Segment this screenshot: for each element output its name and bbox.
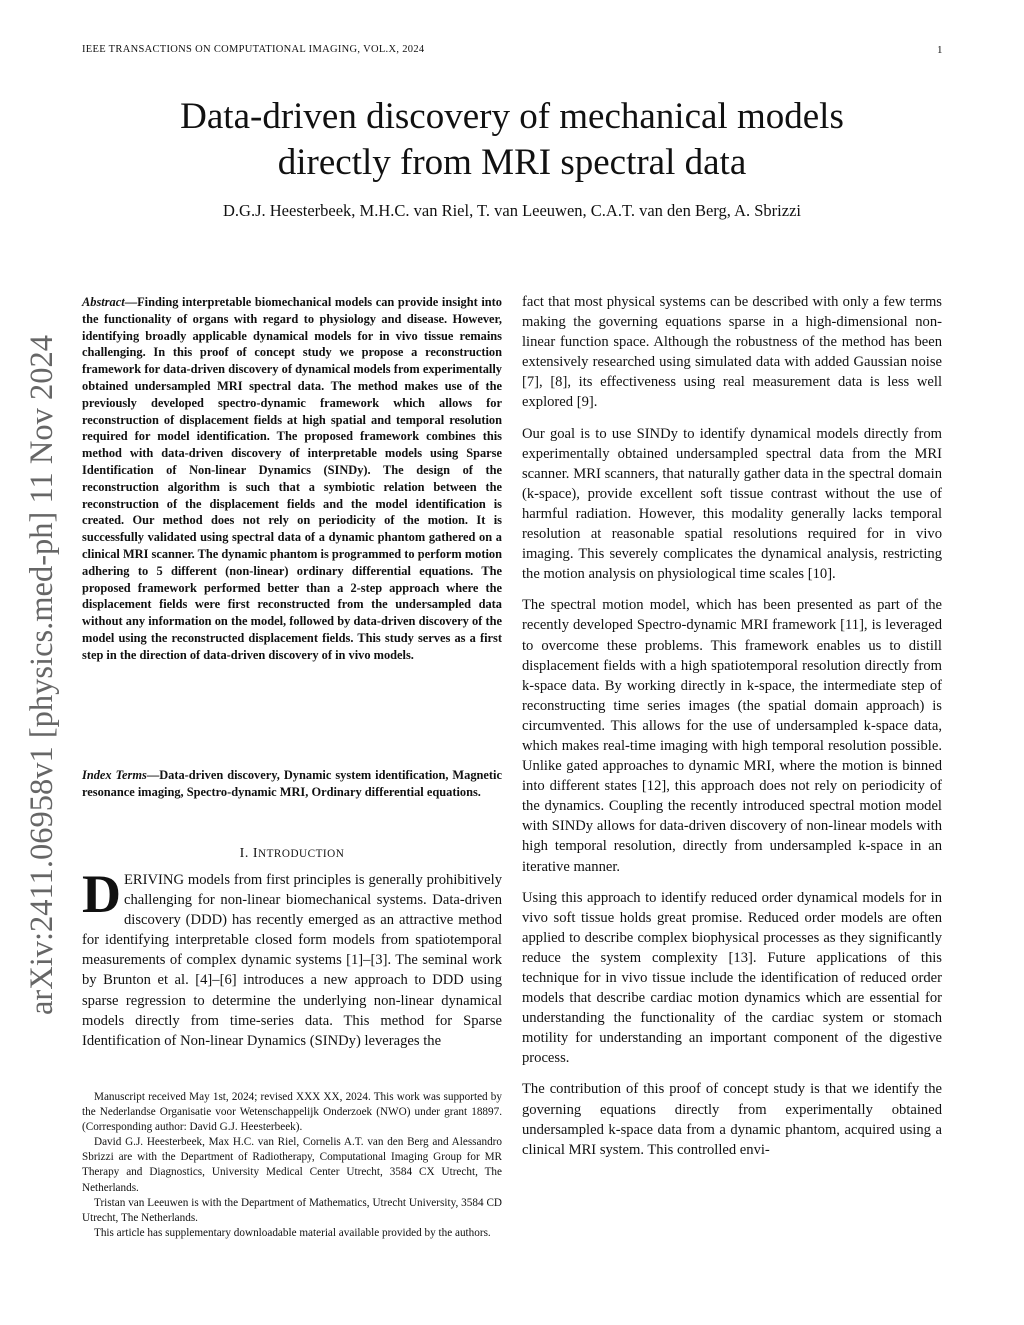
footnote: Tristan van Leeuwen is with the Department of Mathematics, Utrecht University, 3584 CD Utrecht, The Netherlands.: [82, 1196, 502, 1224]
abstract: [82, 294, 502, 664]
section-first-letter: I: [252, 846, 259, 861]
section-number: I.: [239, 846, 253, 861]
index-terms: [82, 767, 502, 801]
paper-title: [0, 94, 1024, 186]
footnote: Manuscript received May 1st, 2024; revised XXX XX, 2024. This work was supported by the Nederlandse Organisatie voor Wetenschappelijk Onderzoek (NWO) under grant 18897. (Corresponding author: David G.J. Heesterbeek).: [82, 1091, 502, 1134]
title-line-1: Data-driven discovery of mechanical models: [180, 96, 844, 137]
footnote: David G.J. Heesterbeek, Max H.C. van Riel, Cornelis A.T. van den Berg and Alessandro Sbrizzi are with the Department of Radiotherapy, Computational Imaging Group for MR Therapy and Diagnostics, University Medical Center Utrecht, 3584 CX Utrecht, The Netherlands.: [82, 1136, 502, 1194]
abstract-text: —Finding interpretable biomechanical models can provide insight into the functionality of organs with regard to physiology and disease. However, identifying broadly applicable dynamical models for in vivo tissue remains challenging. In this proof of concept study we propose a reconstruction framework for data-driven discovery of dynamical models from experimentally obtained undersampled MRI spectral data. The method makes use of the previously developed spectro-dynamic framework which allows for reconstruction of displacement fields at high spatial and temporal resolution required for model identification. The proposed framework combines this method with data-driven discovery of interpretable models using Sparse Identification of Non-linear Dynamics (SINDy). The design of the reconstruction algorithm is such that a symbiotic relation between the reconstruction of the displacement fields and the model identification is created. Our method does not rely on periodicity of the motion. It is successfully validated using spectral data of a dynamic phantom gathered on a clinical MRI scanner. The dynamic phantom is programmed to perform motion adhering to 5 different (non-linear) ordinary differential equations. The proposed framework performed better than a 2-step approach where the displacement fields were first reconstructed from the undersampled data without any information on the model, followed by data-driven discovery of the model using the reconstructed displacement fields. This study serves as a first step in the direction of data-driven discovery of in vivo models.: [82, 295, 503, 662]
running-header: IEEE TRANSACTIONS ON COMPUTATIONAL IMAGING, VOL.X, 2024: [82, 44, 425, 55]
index-terms-label: Index Terms: [82, 768, 147, 782]
section-heading: [82, 846, 502, 862]
paragraph: fact that most physical systems can be described with only a few terms making the governing equations sparse in a high-dimensional non-linear function space. Although the robustness of the method has been extensively researched using simulated data with added Gaussian noise [7], [8], its effectiveness using real measurement data is less well explored [9].: [522, 294, 942, 411]
section-rest: NTRODUCTION: [258, 848, 345, 860]
right-column: [522, 292, 942, 1171]
paragraph: The spectral motion model, which has been presented as part of the recently developed Spectro-dynamic MRI framework [11], is leveraged to overcome these problems. This framework enables us to distill displacement fields with a high spatiotemporal resolution directly from k-space data. By working directly in k-space, the intermediate step of reconstructing time series images (the spatial domain approach) is circumvented. This allows for the use of undersampled k-space data, which makes real-time imaging with high temporal resolution possible. Unlike gated approaches to dynamic MRI, where the motion is binned into different states [12], this approach does not rely on periodicity of the dynamics. Coupling the recently introduced spectral motion model with SINDy allows for data-driven discovery of non-linear models with high temporal resolution, directly from undersampled k-space in an iterative manner.: [522, 597, 942, 875]
arxiv-stamp: arXiv:2411.06958v1 [physics.med-ph] 11 Nov 2024: [24, 334, 60, 1015]
author-list: D.G.J. Heesterbeek, M.H.C. van Riel, T. van Leeuwen, C.A.T. van den Berg, A. Sbrizzi: [223, 201, 801, 220]
paragraph: Our goal is to use SINDy to identify dynamical models directly from experimentally obtained undersampled spectral data from the MRI scanner. MRI scanners, that naturally gather data in the spectral domain (k-space), provide excellent soft tissue contrast without the use of harmful radiation. However, this modality generally lacks temporal resolution at reasonable spatial resolutions required for in vivo imaging. This severely complicates the dynamical analysis, restricting the motion analysis on physiological time scales [10].: [522, 425, 942, 583]
footnote: This article has supplementary downloadable material available provided by the authors.: [94, 1226, 491, 1239]
paragraph: The contribution of this proof of concept study is that we identify the governing equations directly from experimentally obtained undersampled k-space data from a dynamic phantom, acquired using a clinical MRI system. This controlled envi-: [522, 1081, 942, 1158]
index-terms-text: —Data-driven discovery, Dynamic system identification, Magnetic resonance imaging, Spectro-dynamic MRI, Ordinary differential equations.: [82, 768, 502, 799]
footnotes: [82, 1090, 502, 1241]
intro-paragraph: [82, 864, 502, 1051]
page-number: 1: [937, 44, 943, 56]
abstract-label: Abstract: [82, 295, 125, 309]
paragraph: Using this approach to identify reduced order dynamical models for in vivo soft tissue holds great promise. Reduced order models are often applied to describe complex biophysical processes as they significantly reduce the system complexity [13]. Future applications of this technique for in vivo tissue include the identification of reduced order models that describe cardiac motion dynamics which are essential for understanding the functionality of the cardiac system or stomach motility for understanding an important component of the digestive process.: [522, 889, 942, 1067]
intro-text: ERIVING models from first principles is generally prohibitively challenging for non-linear biomechanical systems. Data-driven discovery (DDD) has recently emerged as an attractive method for identifying interpretable closed form models from spatiotemporal measurements of complex dynamic systems [1]–[3]. The seminal work by Brunton et al. [4]–[6] introduces a new approach to DDD using sparse regression to determine the underlying non-linear dynamical models directly from time-series data. This method for Sparse Identification of Non-linear Dynamics (SINDy) leverages the: [82, 872, 502, 1049]
drop-cap: D: [82, 864, 121, 924]
title-line-2: directly from MRI spectral data: [277, 142, 747, 183]
